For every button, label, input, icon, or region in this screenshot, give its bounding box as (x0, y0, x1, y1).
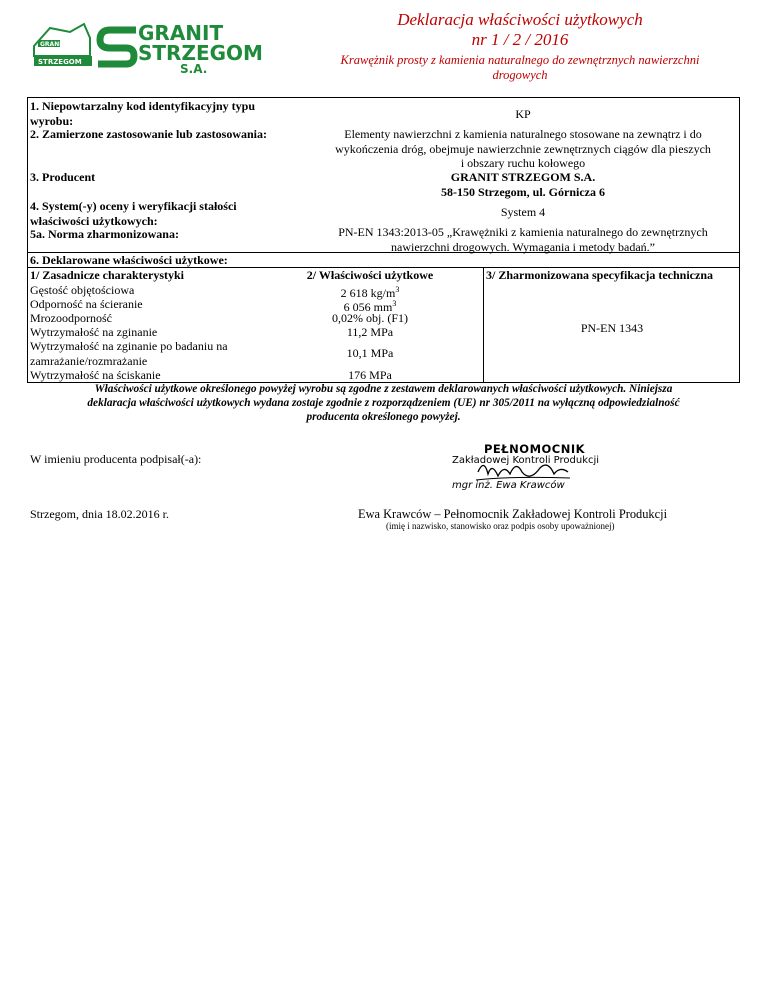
logo-badge-top: GRANIT (40, 41, 66, 48)
row4-value: System 4 (500, 205, 546, 219)
row5-value: PN-EN 1343:2013-05 „Krawężniki z kamienia naturalnego do zewnętrznych nawierzchni drogowych. Wymagania i metody badań.” (338, 225, 708, 254)
stamp-person: mgr inż. Ewa Krawców (452, 480, 565, 491)
subtitle-line-1: Krawężnik prosty z kamienia naturalnego do zewnętrznych nawierzchni (340, 53, 700, 67)
logo-text-granit: GRANIT (138, 21, 224, 45)
col2-header: 2/ Właściwości użytkowe (306, 268, 434, 282)
property-name: Odporność na ścieranie (30, 297, 143, 311)
title-line-2: nr 1 / 2 / 2016 (471, 30, 569, 49)
stamp-department: Zakładowej Kontroli Produkcji (452, 455, 600, 466)
title-line-1: Deklaracja właściwości użytkowych (397, 10, 643, 29)
logo-text-sa: S.A. (180, 62, 208, 74)
place-and-date: Strzegom, dnia 18.02.2016 r. (30, 507, 169, 521)
subtitle-line-2: drogowych (492, 68, 548, 82)
row2-label: 2. Zamierzone zastosowanie lub zastosowania: (30, 127, 267, 141)
logo-badge-bottom: STRZEGOM (38, 58, 82, 66)
row4-label: 4. System(-y) oceny i weryfikacji stałości właściwości użytkowych: (30, 199, 237, 228)
logo-s-mark (98, 30, 136, 64)
harmonized-spec: PN-EN 1343 (580, 321, 644, 335)
property-name: Wytrzymałość na ściskanie (30, 368, 161, 382)
logo-text-strzegom: STRZEGOM (138, 41, 263, 65)
stamp-title: PEŁNOMOCNIK (484, 442, 586, 456)
section-6-title: 6. Deklarowane właściwości użytkowe: (30, 253, 228, 267)
property-name: Wytrzymałość na zginanie po badaniu na zamrażanie/rozmrażanie (30, 339, 228, 368)
property-value: 6 056 $mm^3$ (343, 299, 397, 314)
row1-value: KP (515, 107, 531, 121)
property-value: 0,02% obj. (F1) (332, 311, 408, 325)
property-value: 2 618 $kg/m^3$ (340, 285, 400, 300)
col1-header: 1/ Zasadnicze charakterystyki (30, 268, 184, 282)
row2-value: Elementy nawierzchni z kamienia naturalnego stosowane na zewnątrz i do wykończenia dróg, obejmuje nawierzchnie zewnętrznych ciągów dla pieszych i obszary ruchu kołowego (335, 127, 711, 170)
document-title (300, 10, 740, 50)
signature-caption: (imię i nazwisko, stanowisko oraz podpis osoby upoważnionej) (386, 521, 615, 531)
property-name: Mrozoodporność (30, 311, 112, 325)
signatory-name: Ewa Krawców – Pełnomocnik Zakładowej Kontroli Produkcji (358, 507, 668, 521)
property-value: 10,1 MPa (346, 346, 394, 360)
col3-header: 3/ Zharmonizowana specyfikacja techniczna (486, 268, 713, 282)
signed-by-label: W imieniu producenta podpisał(-a): (30, 452, 202, 466)
row3-label: 3. Producent (30, 170, 96, 184)
conformity-statement: Właściwości użytkowe określonego powyżej wyrobu są zgodne z zestawem deklarowanych właściwości użytkowych. Niniejsza deklaracja właściwości użytkowych wydana zostaje zgodnie z rozporządzeniem (UE) nr 305/2011 na wyłączną odpowiedzialność producenta określonego powyżej. (87, 383, 680, 423)
document-subtitle (300, 53, 740, 83)
property-value: 176 MPa (348, 368, 392, 382)
company-logo (30, 16, 282, 74)
row1-label: 1. Niepowtarzalny kod identyfikacyjny typu wyrobu: (30, 99, 256, 128)
property-name: Gęstość objętościowa (30, 283, 135, 297)
property-value: 11,2 MPa (346, 325, 394, 339)
row3-value: GRANIT STRZEGOM S.A. 58-150 Strzegom, ul. Górnicza 6 (441, 170, 605, 199)
property-name: Wytrzymałość na zginanie (30, 325, 158, 339)
row5-label: 5a. Norma zharmonizowana: (30, 227, 179, 241)
